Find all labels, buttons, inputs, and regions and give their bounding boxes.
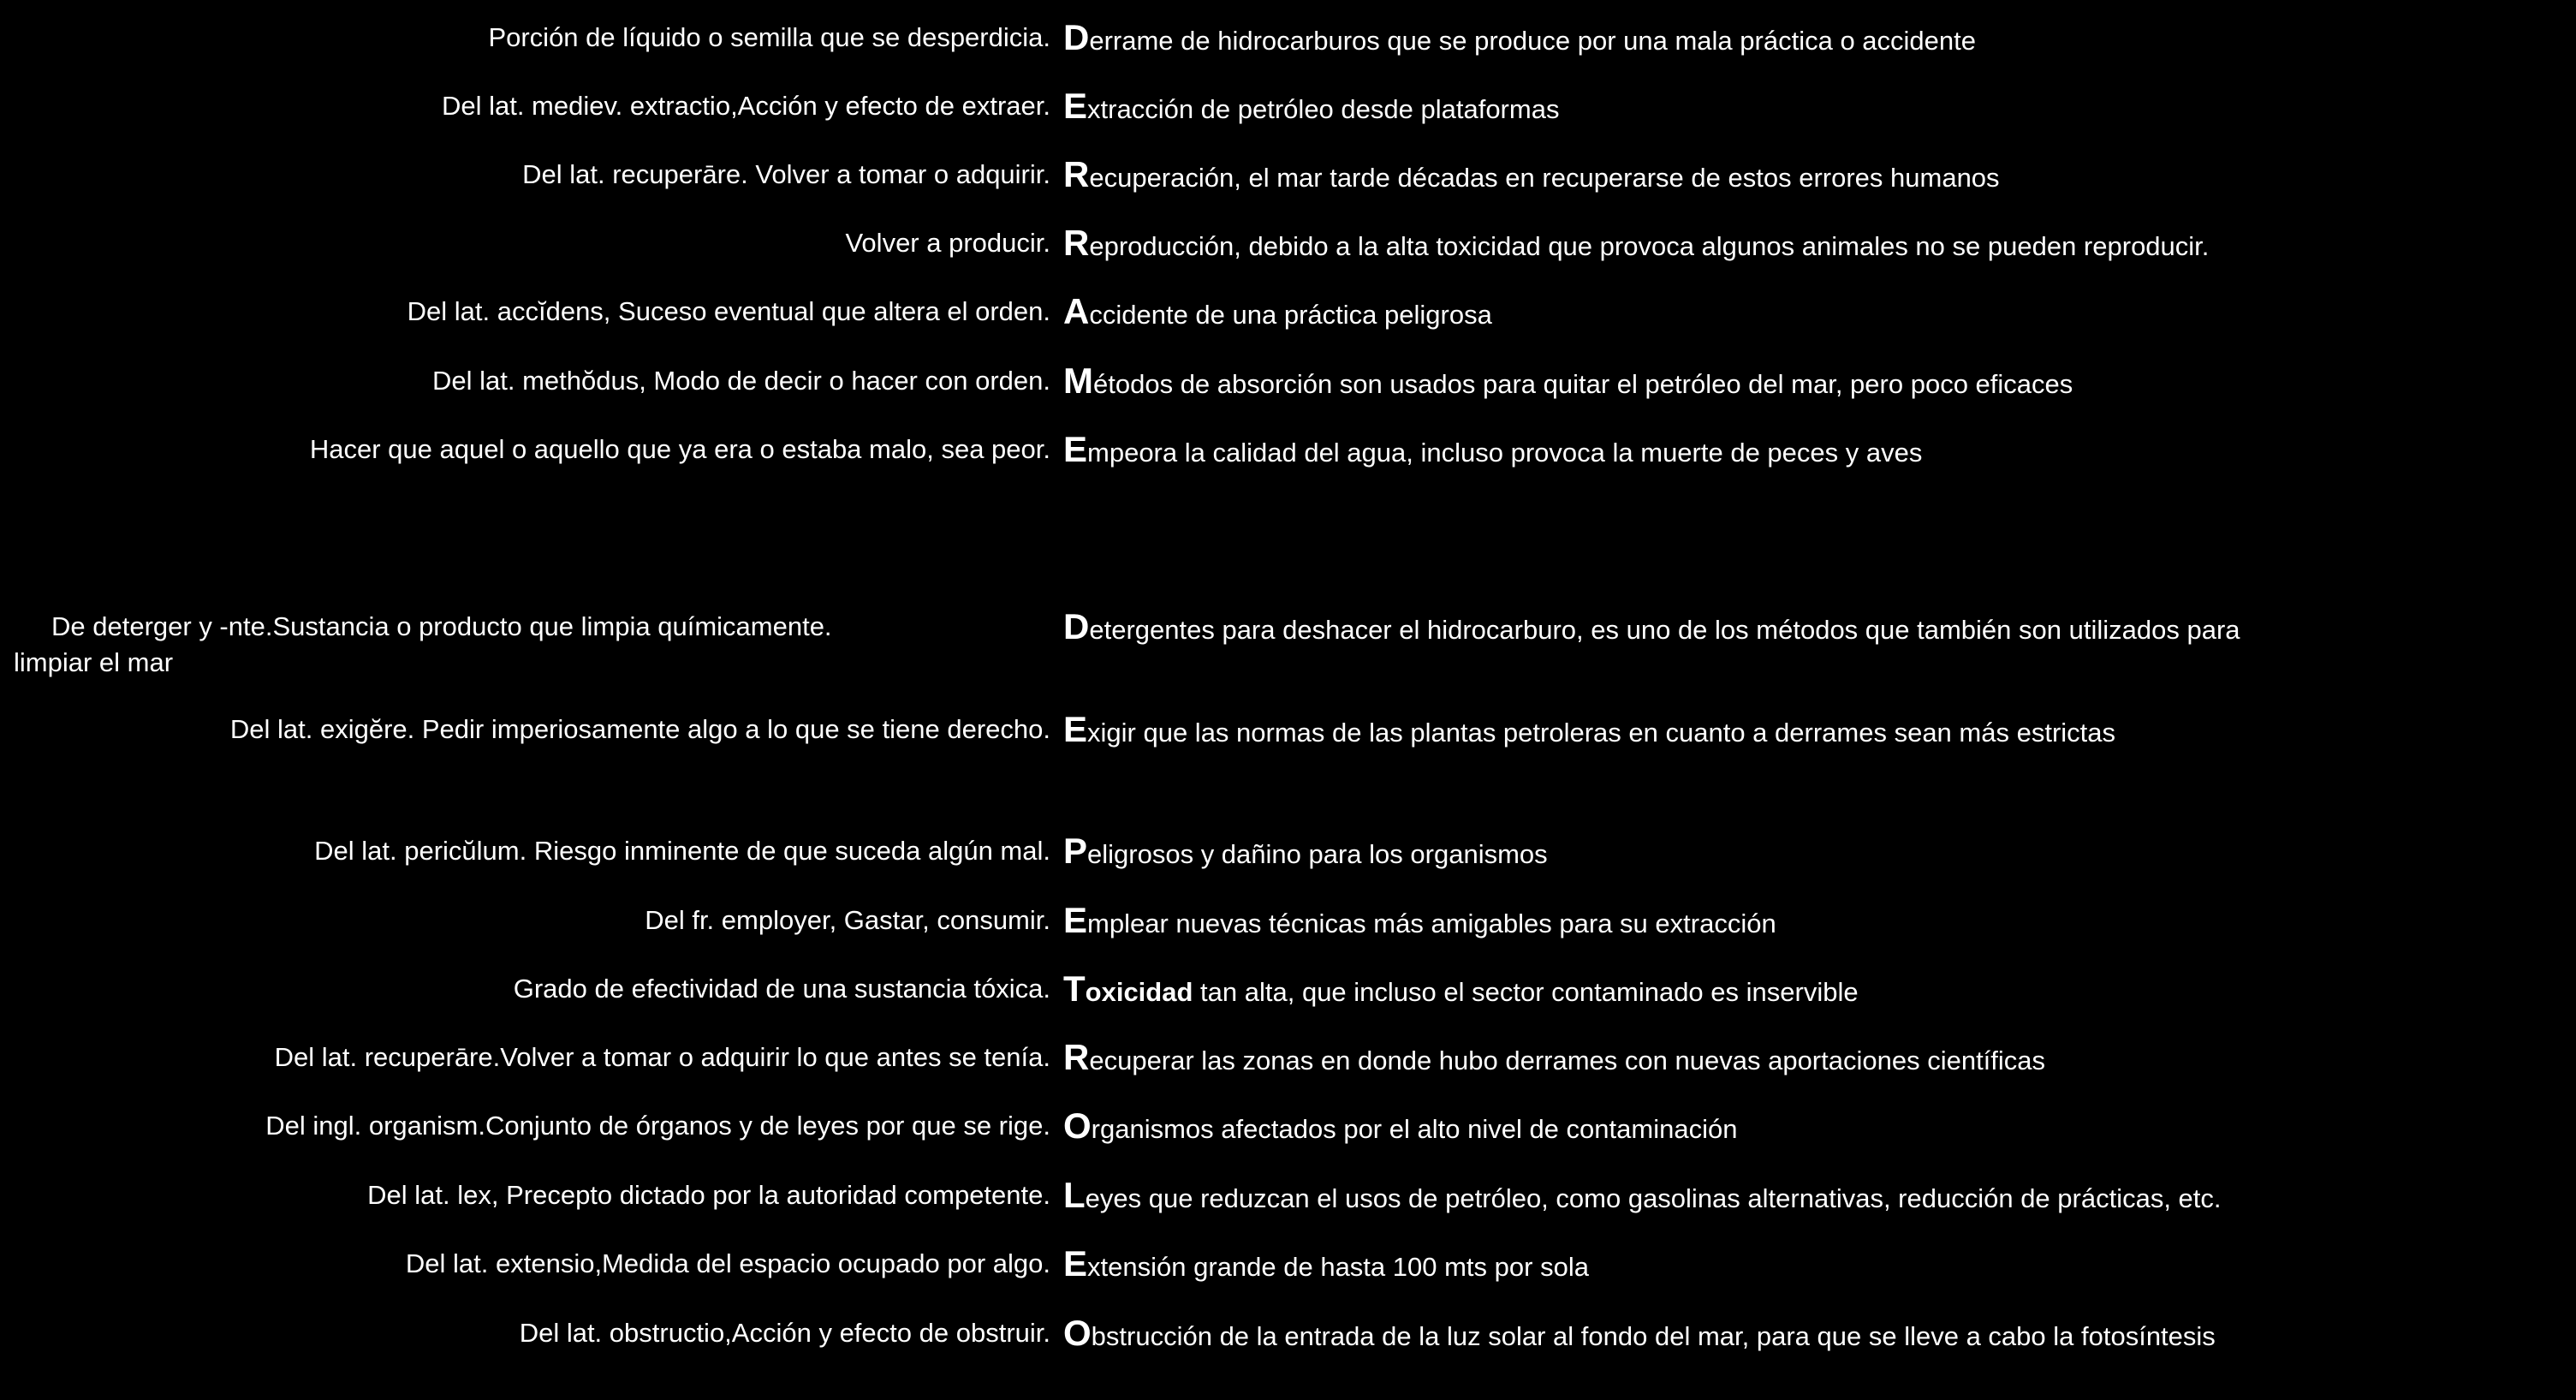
phrase-text: xigir que las normas de las plantas petroleras en cuanto a derrames sean más estrictas — [1087, 718, 2116, 748]
acrostic-phrase — [1063, 12, 1976, 67]
acrostic-initial: M — [1063, 360, 1093, 401]
definition-text: Volver a producir. — [845, 228, 1050, 258]
acrostic-phrase — [1063, 1100, 1737, 1155]
phrase-text: eproducción, debido a la alta toxicidad que provoca algunos animales no se pueden reproducir. — [1089, 231, 2210, 261]
acrostic-phrase — [1063, 895, 1776, 950]
acrostic-phrase — [1063, 963, 1859, 1018]
acrostic-phrase — [1063, 601, 2240, 656]
definition-text: Del lat. obstructio,Acción y efecto de obstruir. — [519, 1318, 1050, 1348]
acrostic-phrase — [1063, 424, 1922, 479]
acrostic-initial: E — [1063, 429, 1088, 469]
acrostic-phrase — [1063, 825, 1548, 880]
definition-text: Del lat. lex, Precepto dictado por la autoridad competente. — [367, 1180, 1050, 1210]
acrostic-phrase — [1063, 1308, 2216, 1362]
acrostic-row — [0, 217, 2576, 269]
acrostic-phrase — [1063, 1238, 1589, 1293]
phrase-text: eligrosos y dañino para los organismos — [1087, 839, 1548, 869]
acrostic-row — [0, 1308, 2576, 1359]
definition-text: Del lat. mediev. extractio,Acción y efecto de extraer. — [441, 91, 1050, 121]
definition-text: Del lat. exigĕre. Pedir imperiosamente algo a lo que se tiene derecho. — [229, 714, 1050, 744]
acrostic-initial: E — [1063, 900, 1088, 940]
acrostic-initial: P — [1063, 831, 1088, 871]
phrase-bold-word: oxicidad — [1085, 977, 1193, 1007]
acrostic-initial: R — [1063, 1037, 1090, 1077]
definition-text: Porción de líquido o semilla que se desperdicia. — [488, 22, 1050, 52]
acrostic-row — [0, 704, 2576, 755]
acrostic-phrase — [1063, 80, 1559, 135]
acrostic-initial: O — [1063, 1313, 1092, 1353]
acrostic-initial: E — [1063, 709, 1088, 749]
acrostic-row — [0, 1100, 2576, 1152]
acrostic-phrase — [1063, 704, 2115, 759]
phrase-text: xtracción de petróleo desde plataformas — [1087, 94, 1560, 124]
acrostic-initial: R — [1063, 154, 1090, 194]
acrostic-row — [0, 424, 2576, 475]
definition-text: Del lat. methŏdus, Modo de decir o hacer con orden. — [431, 366, 1050, 396]
phrase-text: ccidente de una práctica peligrosa — [1089, 300, 1492, 330]
phrase-text: étodos de absorción son usados para quitar el petróleo del mar, pero poco eficaces — [1093, 369, 2073, 399]
phrase-text: eyes que reduzcan el usos de petróleo, como gasolinas alternativas, reducción de prácticas, etc. — [1085, 1183, 2222, 1213]
acrostic-row — [0, 12, 2576, 63]
phrase-text: rganismos afectados por el alto nivel de contaminación — [1091, 1114, 1738, 1144]
acrostic-phrase — [1063, 149, 2000, 204]
definition-text: De deterger y -nte.Sustancia o producto que limpia químicamente. — [51, 611, 832, 641]
acrostic-initial: E — [1063, 1243, 1088, 1284]
acrostic-row — [0, 895, 2576, 946]
definition-text: Del fr. employer, Gastar, consumir. — [645, 905, 1050, 935]
acrostic-phrase — [1063, 286, 1492, 341]
phrase-text: errame de hidrocarburos que se produce por una mala práctica o accidente — [1089, 26, 1976, 56]
acrostic-phrase — [1063, 355, 2073, 410]
definition-text: Del lat. pericŭlum. Riesgo inminente de que suceda algún mal. — [314, 836, 1050, 866]
phrase-text: etergentes para deshacer el hidrocarburo, es uno de los métodos que también son utilizados para — [1089, 615, 2240, 645]
phrase-text: bstrucción de la entrada de la luz solar al fondo del mar, para que se lleve a cabo la fotosíntesis — [1091, 1321, 2216, 1351]
definition-text: Hacer que aquel o aquello que ya era o estaba malo, sea peor. — [309, 434, 1050, 464]
acrostic-initial: A — [1063, 291, 1090, 331]
acrostic-row — [0, 825, 2576, 877]
acrostic-row — [0, 80, 2576, 132]
phrase-text: ecuperación, el mar tarde décadas en recuperarse de estos errores humanos — [1089, 163, 2000, 193]
acrostic-row — [0, 963, 2576, 1015]
definition-text: Del lat. extensio,Medida del espacio ocupado por algo. — [405, 1248, 1050, 1278]
definition-text: Del lat. accĭdens, Suceso eventual que altera el orden. — [407, 296, 1050, 326]
definition-text: Grado de efectividad de una sustancia tóxica. — [513, 974, 1050, 1004]
definition-text: Del lat. recuperāre. Volver a tomar o adquirir. — [522, 159, 1050, 189]
acrostic-initial: D — [1063, 606, 1090, 646]
acrostic-row — [0, 1032, 2576, 1083]
acrostic-initial: E — [1063, 86, 1088, 126]
acrostic-row — [0, 1170, 2576, 1221]
acrostic-initial: D — [1063, 17, 1090, 57]
acrostic-row — [0, 355, 2576, 407]
acrostic-phrase — [1063, 1032, 2045, 1087]
acrostic-initial: T — [1063, 968, 1086, 1009]
definition-text: Del ingl. organism.Conjunto de órganos y de leyes por que se rige. — [265, 1111, 1050, 1141]
phrase-text: xtensión grande de hasta 100 mts por sola — [1087, 1252, 1589, 1282]
definition-text: Del lat. recuperāre.Volver a tomar o adquirir lo que antes se tenía. — [274, 1042, 1050, 1072]
acrostic-phrase — [1063, 1170, 2222, 1224]
phrase-text: ecuperar las zonas en donde hubo derrames con nuevas aportaciones científicas — [1089, 1046, 2046, 1075]
acrostic-initial: O — [1063, 1105, 1092, 1146]
phrase-text: mplear nuevas técnicas más amigables para su extracción — [1087, 909, 1776, 938]
acrostic-row — [0, 1238, 2576, 1290]
acrostic-row — [0, 149, 2576, 200]
phrase-continuation: limpiar el mar — [14, 647, 174, 677]
acrostic-initial: R — [1063, 223, 1090, 263]
acrostic-phrase — [1063, 217, 2209, 272]
phrase-text: tan alta, que incluso el sector contaminado es inservible — [1193, 977, 1859, 1007]
acrostic-row — [0, 601, 2576, 677]
acrostic-initial: L — [1063, 1175, 1086, 1215]
phrase-text: mpeora la calidad del agua, incluso provoca la muerte de peces y aves — [1087, 438, 1923, 468]
acrostic-row — [0, 286, 2576, 337]
